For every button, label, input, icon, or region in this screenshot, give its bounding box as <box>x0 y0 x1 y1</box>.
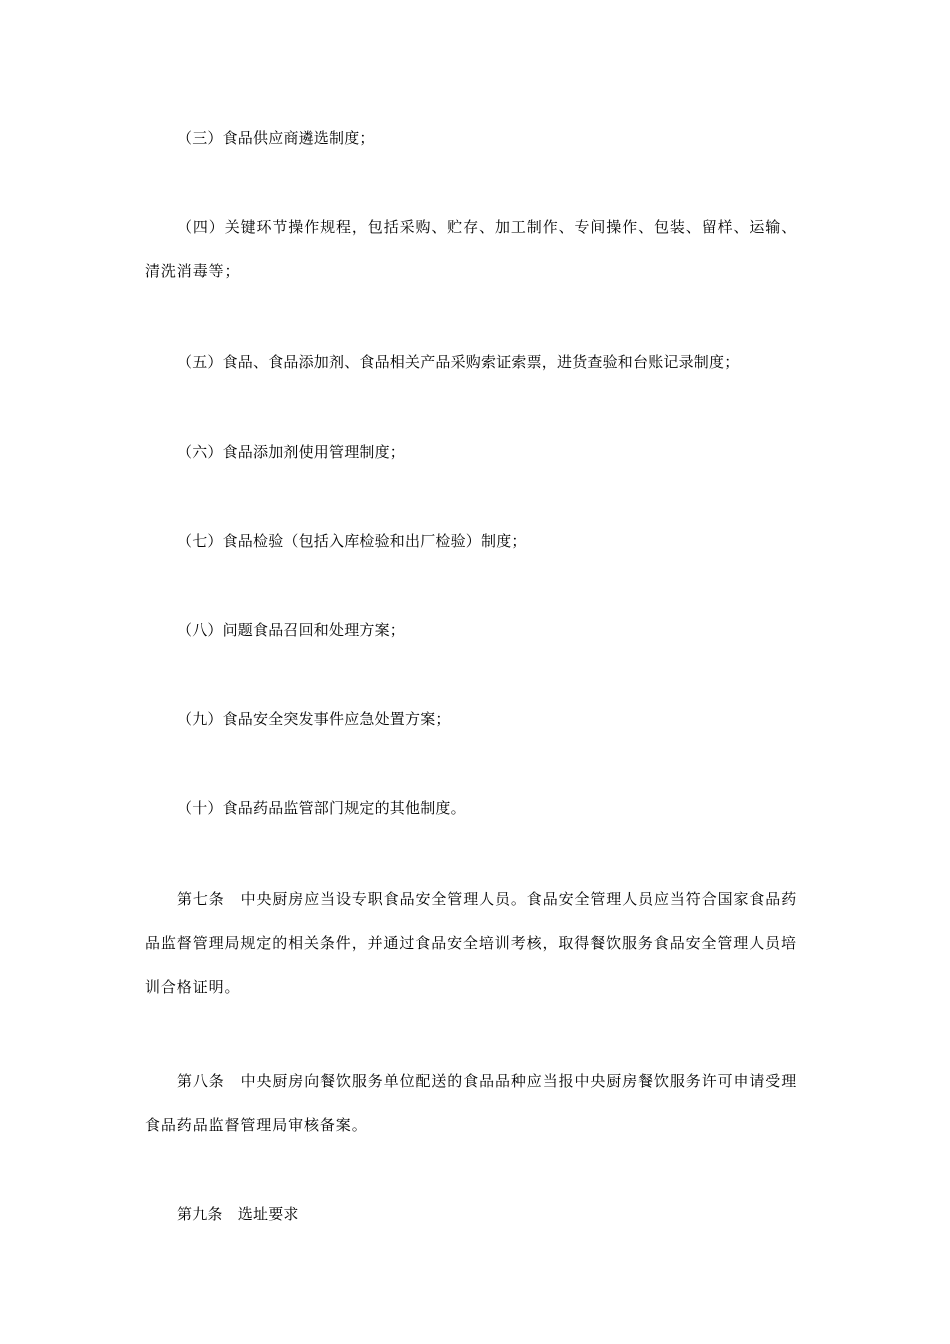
paragraph-item-7: （七）食品检验（包括入库检验和出厂检验）制度； <box>177 532 527 550</box>
paragraph-item-8: （八）问题食品召回和处理方案； <box>177 621 406 639</box>
article-7-paragraph: 第七条 中央厨房应当设专职食品安全管理人员。食品安全管理人员应当符合国家食品药品监督管理局规定的相关条件，并通过食品安全培训考核，取得餐饮服务食品安全管理人员培训合格证明。 <box>145 890 798 996</box>
article-9-heading: 第九条 选址要求 <box>177 1205 299 1223</box>
paragraph-item-3: （三）食品供应商遴选制度； <box>177 129 375 147</box>
paragraph-item-9: （九）食品安全突发事件应急处置方案； <box>177 710 451 728</box>
paragraph-item-6: （六）食品添加剂使用管理制度； <box>177 443 406 461</box>
paragraph-item-4: （四）关键环节操作规程，包括采购、贮存、加工制作、专间操作、包装、留样、运输、清洗消毒等； <box>145 218 798 280</box>
article-8-paragraph: 第八条 中央厨房向餐饮服务单位配送的食品品种应当报中央厨房餐饮服务许可申请受理食品药品监督管理局审核备案。 <box>145 1072 798 1134</box>
paragraph-item-5: （五）食品、食品添加剂、食品相关产品采购索证索票，进货查验和台账记录制度； <box>177 353 740 371</box>
paragraph-item-10: （十）食品药品监管部门规定的其他制度。 <box>177 799 466 817</box>
